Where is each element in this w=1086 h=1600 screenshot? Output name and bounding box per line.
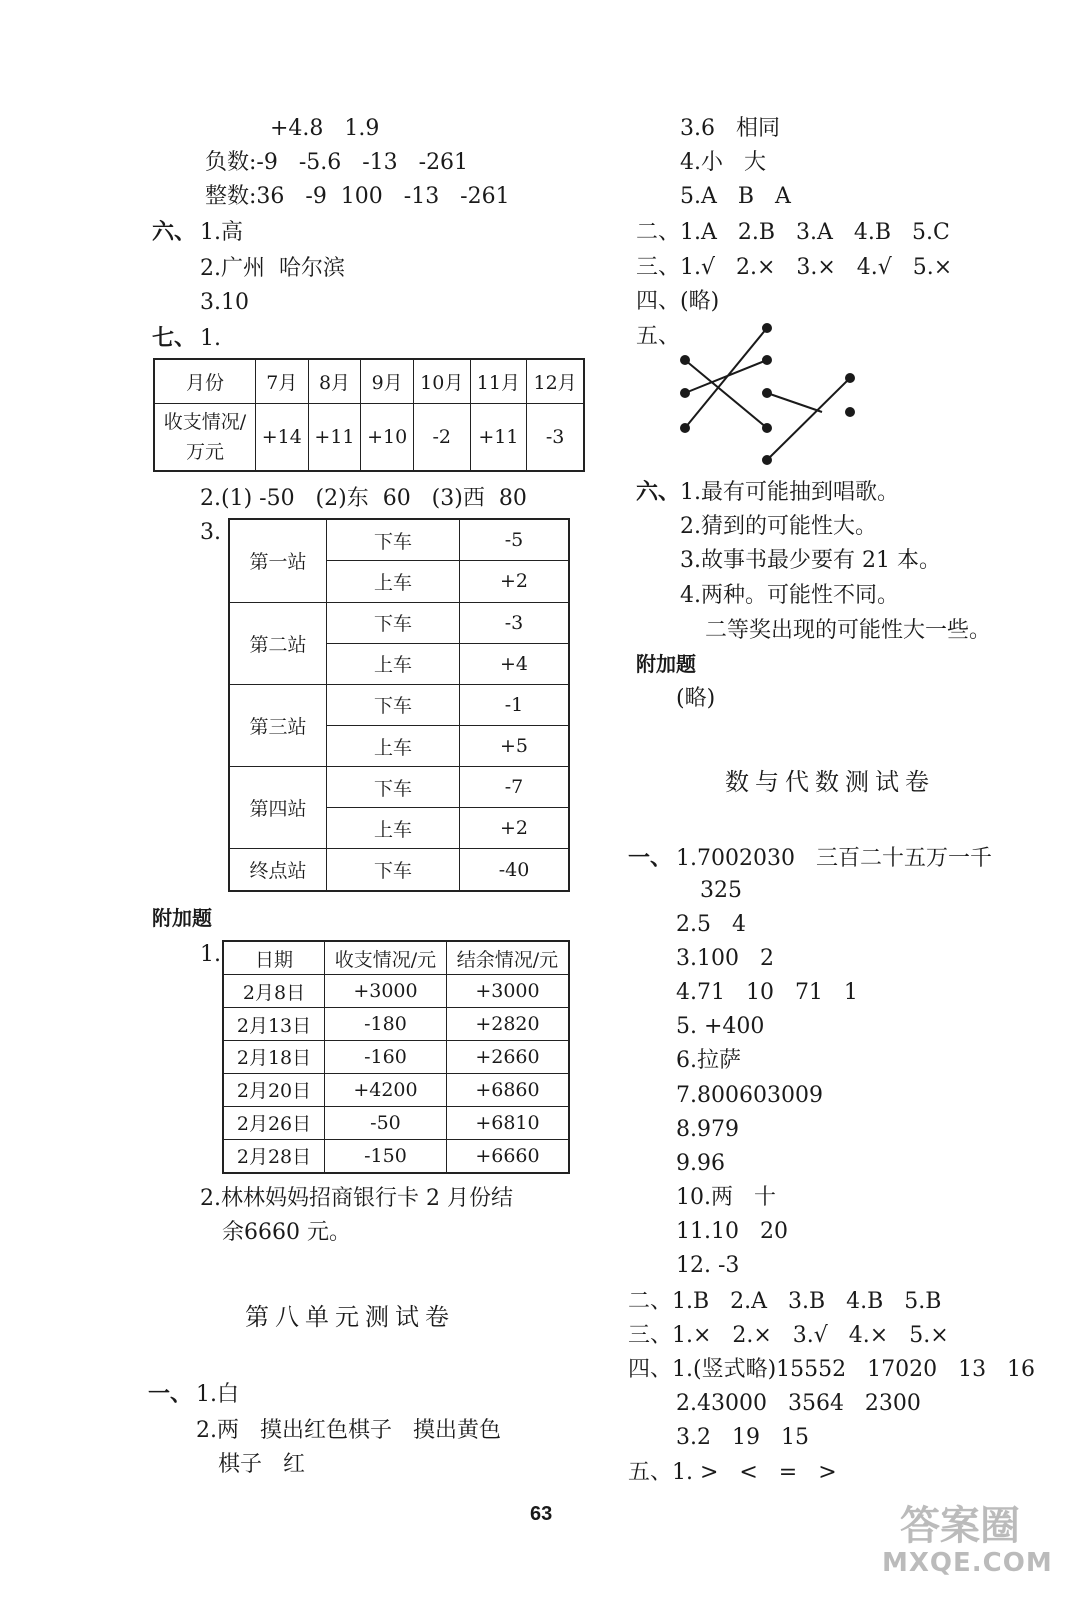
answer-line: 4.两种。可能性不同。 [680, 583, 899, 608]
table-cell: 11月 [470, 359, 527, 403]
table-cell: 下车 [327, 602, 460, 643]
answer-line: 11.10 20 [676, 1219, 788, 1244]
answer-line: 1.7002030 三百二十五万一千 [676, 846, 992, 871]
table-cell: 月份 [154, 359, 256, 403]
table-cell: +2 [460, 561, 569, 602]
section-label: 六、 [152, 220, 197, 245]
table-cell: +2 [460, 808, 569, 849]
match-dot [680, 423, 690, 433]
answer-line: 余6660 元。 [222, 1220, 351, 1245]
section-label: 附加题 [636, 652, 696, 676]
table-cell: +4200 [325, 1073, 447, 1106]
match-dot [762, 323, 772, 333]
table-cell: 第三站 [229, 684, 327, 766]
answer-line: 2.林林妈妈招商银行卡 2 月份结 [200, 1186, 513, 1211]
answer-line: 1.最有可能抽到唱歌。 [680, 480, 899, 505]
match-line [685, 328, 767, 428]
match-line [767, 393, 822, 412]
table-cell: 10月 [413, 359, 470, 403]
table-cell: 上车 [327, 808, 460, 849]
table-cell: 2月18日 [223, 1041, 325, 1074]
match-dot [845, 407, 855, 417]
section-title: 第八单元测试卷 [245, 1303, 455, 1331]
answer-line: 四、1.(竖式略)15552 17020 13 16 [628, 1357, 1036, 1382]
answer-line: 12. -3 [676, 1253, 740, 1278]
table-cell: 8月 [308, 359, 361, 403]
table-cell: 收支情况/元 [325, 941, 447, 975]
table-cell: -40 [460, 849, 569, 891]
monthly-balance-table [153, 358, 585, 472]
table-cell: 第一站 [229, 519, 327, 602]
table-cell: 下车 [327, 519, 460, 561]
match-line [685, 360, 767, 428]
table-cell: 2月20日 [223, 1073, 325, 1106]
answer-line: 325 [700, 878, 742, 903]
table-cell: +11 [470, 403, 527, 471]
table-cell: +3000 [446, 975, 569, 1008]
answer-line: 三、1.√ 2.× 3.× 4.√ 5.× [636, 255, 953, 280]
answer-line: 7.800603009 [676, 1083, 823, 1108]
answer-line: 3.故事书最少要有 21 本。 [680, 548, 941, 573]
table-cell: 上车 [327, 726, 460, 767]
table-cell: +14 [256, 403, 309, 471]
answer-line: 3.100 2 [676, 946, 774, 971]
table-cell: 下车 [327, 767, 460, 808]
answer-line: 五、1. > < = > [628, 1460, 837, 1485]
section-label: 六、 [636, 480, 681, 505]
table-cell: +11 [308, 403, 361, 471]
table-cell: -7 [460, 767, 569, 808]
answer-line: 整数:36 -9 100 -13 -261 [205, 184, 510, 209]
answer-line: 6.拉萨 [676, 1048, 741, 1073]
table-cell: 12月 [527, 359, 584, 403]
table-cell: 上车 [327, 561, 460, 602]
table-cell: -1 [460, 684, 569, 725]
table-cell: -2 [413, 403, 470, 471]
watermark-url: MXQE.COM [882, 1548, 1053, 1578]
answer-line: 1.高 [200, 220, 243, 245]
match-dot [845, 373, 855, 383]
table-cell: 第四站 [229, 767, 327, 849]
answer-line: 2.猜到的可能性大。 [680, 514, 877, 539]
table-cell: 下车 [327, 849, 460, 891]
answer-line: 8.979 [676, 1117, 739, 1142]
answer-line: 二、1.B 2.A 3.B 4.B 5.B [628, 1289, 942, 1314]
table-cell: 2月8日 [223, 975, 325, 1008]
answer-line: 3. [200, 520, 221, 545]
table-cell: -3 [460, 602, 569, 643]
answer-line: 1. [200, 942, 221, 967]
table-cell: +10 [361, 403, 414, 471]
table-cell: 第二站 [229, 602, 327, 684]
table-cell: -50 [325, 1106, 447, 1139]
table-cell: -3 [527, 403, 584, 471]
section-title: 数与代数测试卷 [725, 768, 935, 796]
answer-line: 五、 [636, 324, 681, 349]
table-cell: 2月28日 [223, 1139, 325, 1173]
table-cell: +5 [460, 726, 569, 767]
table-cell: +6660 [446, 1139, 569, 1173]
bus-station-table [228, 518, 570, 892]
table-cell: -150 [325, 1139, 447, 1173]
answer-line: 4.小 大 [680, 150, 766, 175]
section-label: 七、 [152, 326, 197, 351]
table-cell: +4 [460, 643, 569, 684]
watermark-logo: 答案圈 [900, 1503, 1020, 1549]
table-cell: 上车 [327, 643, 460, 684]
table-cell: -5 [460, 519, 569, 561]
table-cell: +2820 [446, 1008, 569, 1041]
answer-line: 9.96 [676, 1151, 725, 1176]
table-cell: 9月 [361, 359, 414, 403]
table-cell: +2660 [446, 1041, 569, 1074]
table-cell: 7月 [256, 359, 309, 403]
answer-line: 四、(略) [636, 289, 720, 314]
match-dot [762, 455, 772, 465]
section-label: 附加题 [152, 906, 212, 930]
section-label: 一、 [148, 1382, 193, 1407]
table-cell: 终点站 [229, 849, 327, 891]
match-dot [762, 388, 772, 398]
answer-line: 二等奖出现的可能性大一些。 [705, 618, 992, 643]
bank-balance-table [222, 940, 570, 1174]
table-cell: 收支情况/万元 [154, 403, 256, 471]
match-dot [762, 423, 772, 433]
table-cell: +6810 [446, 1106, 569, 1139]
answer-line: 负数:-9 -5.6 -13 -261 [205, 150, 469, 175]
table-cell: 2月13日 [223, 1008, 325, 1041]
table-cell: 下车 [327, 684, 460, 725]
answer-line: 2.(1) -50 (2)东 60 (3)西 80 [200, 486, 527, 511]
table-cell: -160 [325, 1041, 447, 1074]
answer-line: 棋子 红 [218, 1452, 305, 1477]
answer-line: 2.5 4 [676, 912, 746, 937]
answer-line: 2.43000 3564 2300 [676, 1391, 921, 1416]
table-cell: 2月26日 [223, 1106, 325, 1139]
table-cell: 日期 [223, 941, 325, 975]
page-number: 63 [530, 1503, 553, 1525]
answer-line: 二、1.A 2.B 3.A 4.B 5.C [636, 220, 950, 245]
match-dot [762, 355, 772, 365]
answer-line: 2.广州 哈尔滨 [200, 256, 345, 281]
answer-line: 10.两 十 [676, 1185, 776, 1210]
answer-line: (略) [676, 686, 716, 711]
answer-line: 2.两 摸出红色棋子 摸出黄色 [196, 1418, 501, 1443]
table-cell: 结余情况/元 [446, 941, 569, 975]
table-cell: +6860 [446, 1073, 569, 1106]
answer-line: 3.6 相同 [680, 116, 780, 141]
answer-line: 5.A B A [680, 184, 791, 209]
match-dot [680, 388, 690, 398]
answer-line: 1. [200, 326, 221, 351]
table-cell: -180 [325, 1008, 447, 1041]
matching-diagram [670, 318, 870, 468]
answer-line: 三、1.× 2.× 3.√ 4.× 5.× [628, 1323, 949, 1348]
match-dot [680, 355, 690, 365]
section-label: 一、 [628, 846, 673, 871]
answer-line: 1.白 [196, 1382, 239, 1407]
table-cell: +3000 [325, 975, 447, 1008]
answer-line: 4.71 10 71 1 [676, 980, 858, 1005]
answer-line: +4.8 1.9 [270, 116, 380, 141]
answer-line: 3.10 [200, 290, 249, 315]
match-line [767, 378, 850, 460]
answer-line: 3.2 19 15 [676, 1425, 809, 1450]
answer-line: 5. +400 [676, 1014, 765, 1039]
